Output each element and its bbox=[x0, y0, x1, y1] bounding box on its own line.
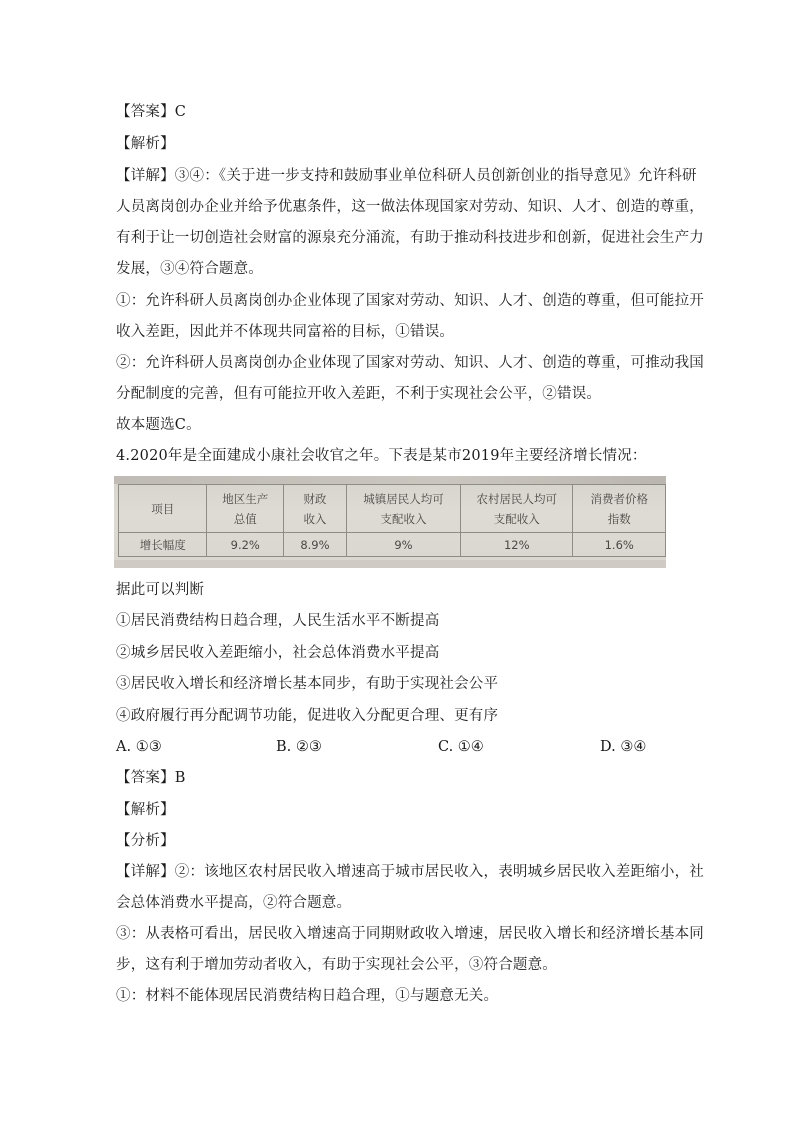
header-text: 项目 bbox=[151, 501, 175, 516]
detail-text-line: ②：允许科研人员离岗创办企业体现了国家对劳动、知识、人才、创造的尊重，可推动我国 bbox=[116, 355, 704, 371]
table-cell: 增长幅度 bbox=[119, 533, 207, 557]
header-text: 农村居民人均可 bbox=[476, 491, 558, 506]
statement-2: ②城乡居民收入差距缩小，社会总体消费水平提高 bbox=[116, 645, 440, 661]
table-photo bbox=[114, 476, 666, 568]
detail-text-line: 发展，③④符合题意。 bbox=[116, 261, 263, 277]
detail-text-line: 【详解】②：该地区农村居民收入增速高于城市居民收入，表明城乡居民收入差距缩小，社 bbox=[116, 864, 704, 880]
header-text: 城镇居民人均可 bbox=[363, 491, 444, 506]
header-text: 地区生产 bbox=[222, 491, 269, 506]
detail-text-line: ①：允许科研人员离岗创办企业体现了国家对劳动、知识、人才、创造的尊重，但可能拉开 bbox=[116, 293, 704, 309]
conclusion-line: 故本题选C。 bbox=[116, 417, 201, 433]
table-cell: 9.2% bbox=[207, 533, 284, 557]
header-cell-urban-income bbox=[346, 485, 460, 533]
photo-top-edge bbox=[114, 476, 666, 484]
detail-text-line: 人员离岗创办企业并给予优惠条件，这一做法体现国家对劳动、知识、人才、创造的尊重， bbox=[116, 199, 704, 215]
option-c: C. ①④ bbox=[438, 739, 484, 755]
header-cell-fiscal bbox=[284, 485, 347, 533]
header-text: 支配收入 bbox=[493, 511, 540, 526]
option-a: A. ①③ bbox=[116, 739, 162, 755]
question-stem: 4.2020年是全面建成小康社会收官之年。下表是某市2019年主要经济增长情况： bbox=[116, 448, 647, 464]
detail-text-line: 会总体消费水平提高，②符合题意。 bbox=[116, 895, 352, 911]
analysis-sub-label: 【分析】 bbox=[116, 833, 175, 849]
header-cell-rural-income bbox=[461, 485, 573, 533]
detail-text-line: 步，这有利于增加劳动者收入，有助于实现社会公平，③符合题意。 bbox=[116, 957, 557, 973]
header-text: 消费者价格 bbox=[590, 491, 648, 506]
header-text: 收入 bbox=[303, 511, 327, 526]
detail-text-line: 有利于让一切创造社会财富的源泉充分涌流，有助于推动科技进步和创新，促进社会生产力 bbox=[116, 230, 704, 246]
economic-growth-table bbox=[118, 484, 666, 557]
photo-bottom-edge bbox=[114, 560, 666, 568]
statement-3: ③居民收入增长和经济增长基本同步，有助于实现社会公平 bbox=[116, 676, 499, 692]
header-cell-item bbox=[119, 485, 207, 533]
header-text: 总值 bbox=[233, 511, 257, 526]
analysis-label: 【解析】 bbox=[116, 136, 175, 152]
header-cell-cpi bbox=[573, 485, 666, 533]
detail-text-line: 分配制度的完善，但有可能拉开收入差距，不利于实现社会公平，②错误。 bbox=[116, 386, 602, 402]
table-cell: 8.9% bbox=[284, 533, 347, 557]
table-row bbox=[119, 533, 666, 557]
table-cell: 1.6% bbox=[573, 533, 666, 557]
question-prompt: 据此可以判断 bbox=[116, 582, 205, 598]
table-cell: 9% bbox=[346, 533, 460, 557]
statement-1: ①居民消费结构日趋合理，人民生活水平不断提高 bbox=[116, 613, 440, 629]
detail-text-line: ③：从表格可看出，居民收入增速高于同期财政收入增速，居民收入增长和经济增长基本同 bbox=[116, 926, 704, 942]
detail-text-line: 收入差距，因此并不体现共同富裕的目标，①错误。 bbox=[116, 324, 455, 340]
detail-text-line: ①：材料不能体现居民消费结构日趋合理，①与题意无关。 bbox=[116, 988, 499, 1004]
detail-text-line: 【详解】③④：《关于进一步支持和鼓励事业单位科研人员创新创业的指导意见》允许科研 bbox=[116, 168, 697, 184]
answer-label: 【答案】B bbox=[116, 770, 186, 786]
header-cell-gdp bbox=[207, 485, 284, 533]
statement-4: ④政府履行再分配调节功能，促进收入分配更合理、更有序 bbox=[116, 708, 499, 724]
option-b: B. ②③ bbox=[276, 739, 322, 755]
table-cell: 12% bbox=[461, 533, 573, 557]
analysis-label: 【解析】 bbox=[116, 802, 175, 818]
option-d: D. ③④ bbox=[600, 739, 647, 755]
table-header-row bbox=[119, 485, 666, 533]
answer-options bbox=[116, 737, 676, 757]
header-text: 指数 bbox=[607, 511, 631, 526]
header-text: 财政 bbox=[303, 491, 327, 506]
header-text: 支配收入 bbox=[380, 511, 427, 526]
answer-label: 【答案】C bbox=[116, 104, 187, 120]
